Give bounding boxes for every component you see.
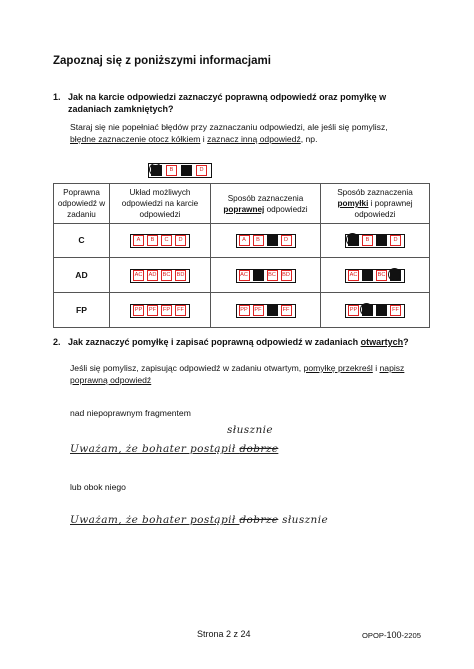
question-2-text: Jak zaznaczyć pomyłkę i zapisać poprawną odpowiedź w zadaniach otwartych? — [68, 337, 409, 347]
handwritten-sentence-1: Uważam, że bohater postąpił dobrze — [70, 443, 279, 455]
box: C — [161, 235, 172, 246]
correct-marking-cell — [211, 258, 321, 293]
box: D — [175, 235, 186, 246]
box: B — [253, 235, 264, 246]
row-label-ad: AD — [54, 258, 110, 293]
error-marking-cell — [321, 224, 430, 258]
box-filled — [362, 270, 373, 281]
box-circled — [362, 305, 373, 316]
box-circled — [390, 270, 401, 281]
table-row — [54, 293, 430, 328]
instructions-line-2 — [70, 133, 440, 145]
box: PP — [239, 305, 250, 316]
example-box-b: B — [166, 165, 177, 176]
table-header-row — [54, 184, 430, 224]
question-1-text: Jak na karcie odpowiedzi zaznaczyć poprawną odpowiedź oraz pomyłkę w zadaniach zamkniętych? — [68, 92, 387, 114]
header-error-marking: Sposób zaznaczenia pomyłki i poprawnej odpowiedzi — [321, 184, 430, 224]
answer-marking-table — [53, 183, 430, 328]
example-box-a — [151, 165, 162, 176]
table-row — [54, 258, 430, 293]
box-filled — [376, 235, 387, 246]
example-answer-row — [148, 163, 212, 178]
box: BD — [281, 270, 292, 281]
box: AD — [147, 270, 158, 281]
row-label-fp: FP — [54, 293, 110, 328]
instructions-line-1: Staraj się nie popełniać błędów przy zaznaczaniu odpowiedzi, ale jeśli się pomylisz, — [70, 122, 388, 132]
box: B — [147, 235, 158, 246]
box: PF — [147, 305, 158, 316]
box: BC — [161, 270, 172, 281]
box: PP — [133, 305, 144, 316]
layout-cell — [110, 293, 211, 328]
box: BD — [175, 270, 186, 281]
example-suffix: , np. — [300, 134, 318, 144]
header-correct-marking: Sposób zaznaczenia poprawnej odpowiedzi — [211, 184, 321, 224]
box: AC — [239, 270, 250, 281]
box: BC — [267, 270, 278, 281]
handwritten-correction: słusznie — [227, 424, 274, 436]
box: B — [362, 235, 373, 246]
box: A — [239, 235, 250, 246]
question-2-instructions: Jeśli się pomylisz, zapisując odpowiedź w zadaniu otwartym, pomyłkę przekreśl i napisz poprawną odpowiedź — [70, 363, 405, 385]
box-filled — [267, 235, 278, 246]
row-label-c: C — [54, 224, 110, 258]
box-filled — [253, 270, 264, 281]
question-1-number: 1. — [53, 92, 61, 102]
box: PP — [348, 305, 359, 316]
table-row — [54, 224, 430, 258]
question-1-instructions — [70, 121, 440, 145]
handwritten-sentence-2: Uważam, że bohater postąpił dobrze słusznie — [70, 514, 329, 526]
box: PF — [253, 305, 264, 316]
box: BC — [376, 270, 387, 281]
layout-cell — [110, 224, 211, 258]
header-correct-answer: Poprawna odpowiedź w zadaniu — [54, 184, 110, 224]
example-box-c — [181, 165, 192, 176]
box-circled — [348, 235, 359, 246]
box: FF — [281, 305, 292, 316]
strike-error-phrase: pomyłkę przekreśl — [303, 363, 373, 373]
box: A — [133, 235, 144, 246]
conj: i — [200, 134, 208, 144]
label-above-fragment: nad niepoprawnym fragmentem — [70, 408, 191, 418]
write-correct-phrase: napisz poprawną odpowiedź — [70, 363, 405, 385]
page-title: Zapoznaj się z poniższymi informacjami — [53, 55, 271, 67]
box: AC — [133, 270, 144, 281]
box: AC — [348, 270, 359, 281]
circle-error-phrase: błędne zaznaczenie otocz kółkiem — [70, 134, 201, 144]
box-filled — [267, 305, 278, 316]
question-2-number: 2. — [53, 337, 61, 347]
correct-marking-cell — [211, 224, 321, 258]
label-beside-fragment: lub obok niego — [70, 482, 126, 492]
box: FP — [161, 305, 172, 316]
box: D — [390, 235, 401, 246]
correct-marking-cell — [211, 293, 321, 328]
exam-code: OPOP-100-2205 — [362, 630, 421, 640]
layout-cell — [110, 258, 211, 293]
error-marking-cell — [321, 293, 430, 328]
example-box-d: D — [196, 165, 207, 176]
error-marking-cell — [321, 258, 430, 293]
page-number: Strona 2 z 24 — [197, 629, 251, 639]
open-tasks-word: otwartych — [360, 337, 404, 347]
mark-other-phrase: zaznacz inną odpowiedź — [207, 134, 301, 144]
header-layout: Układ możliwych odpowiedzi na karcie odpowiedzi — [110, 184, 211, 224]
box: FF — [390, 305, 401, 316]
box: FF — [175, 305, 186, 316]
box: D — [281, 235, 292, 246]
box-filled — [376, 305, 387, 316]
